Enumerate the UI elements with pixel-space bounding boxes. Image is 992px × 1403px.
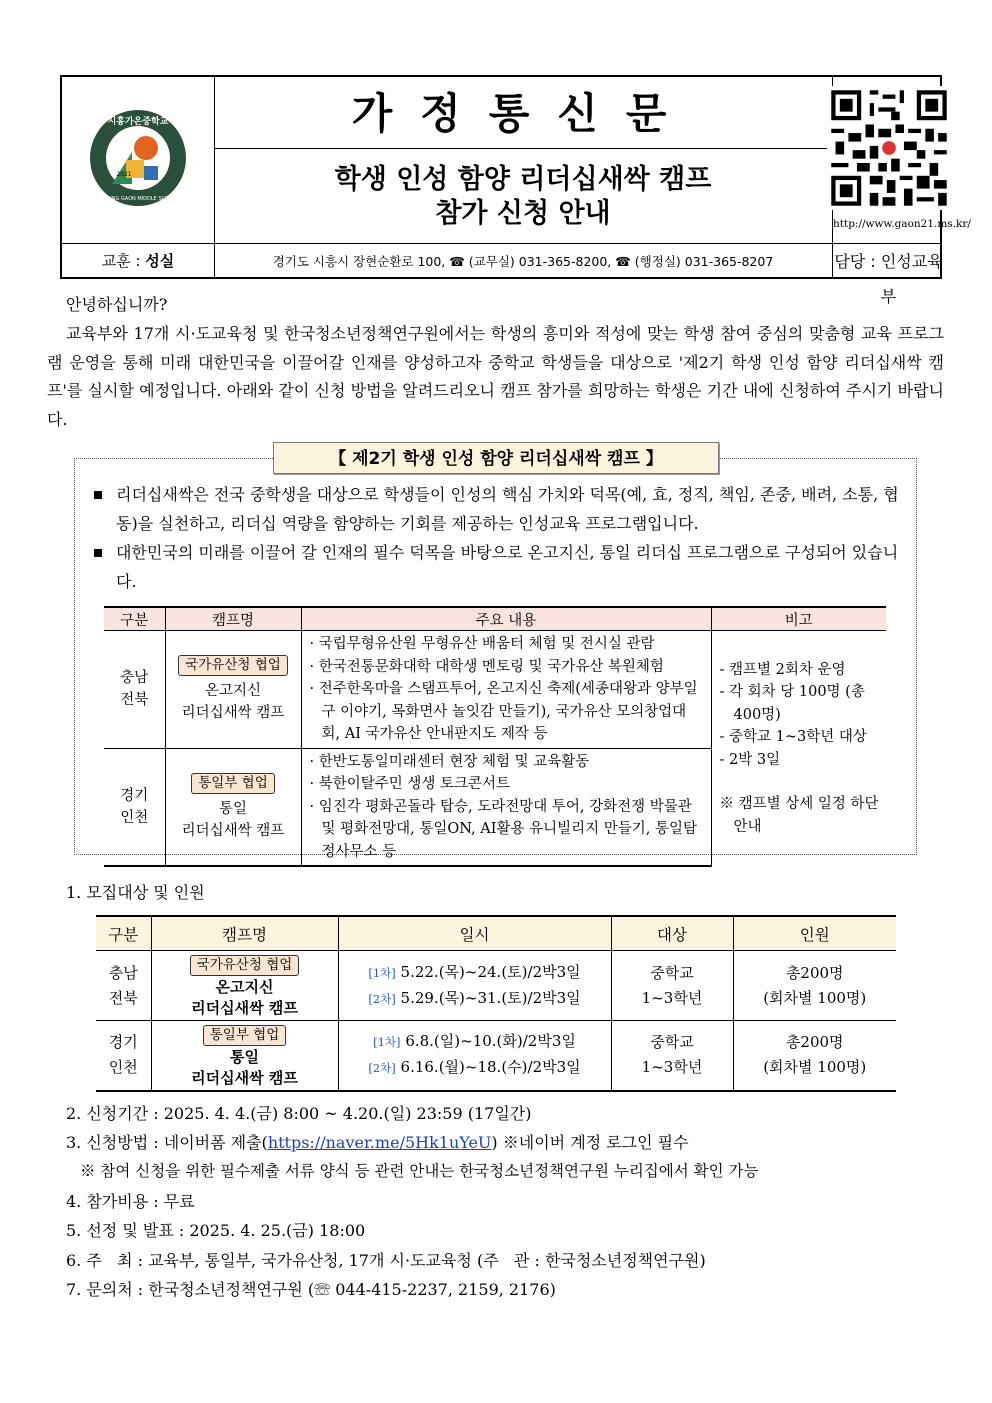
camp-table xyxy=(104,606,886,867)
session-label: [2차] xyxy=(368,991,396,1006)
school-address: 경기도 시흥시 장현순환로 100, ☎ (교무실) 031-365-8200, ☎ (행정실) 031-365-8207 xyxy=(272,254,774,269)
intro-paragraph: 교육부와 17개 시·도교육청 및 한국청소년정책연구원에서는 학생의 흥미와 적성에 맞는 학생 참여 중심의 맞춤형 교육 프로그램 운영을 통해 미래 대한민국을 이끌어갈 인재를 양성하고자 중학교 학생들을 대상으로 '제2기 학생 인성 함양 리더십새싹 캠프'를 실시할 예정입니다. 아래와 같이 신청 방법을 알려드리오니 캠프 참가를 희망하는 학생은 기간 내에 신청하여 주시기 바랍니다. xyxy=(47,324,944,429)
department: 담당 : 인성교육부 xyxy=(834,252,943,306)
camp-name-cell xyxy=(151,1021,338,1091)
list-item: · 임진각 평화곤돌라 탑승, 도라전망대 투어, 강화전쟁 박물관 및 평화전망대, 통일ON, AI활용 유니빌리지 만들기, 통일탐정사무소 등 xyxy=(309,798,697,860)
school-motto xyxy=(62,244,214,279)
partner-badge: 국가유산청 협업 xyxy=(178,655,288,676)
col-header: 주요 내용 xyxy=(301,607,711,631)
session-label: [1차] xyxy=(373,1035,401,1050)
session-date: 5.29.(목)~31.(토)/2박3일 xyxy=(400,988,581,1007)
method-suffix: ) ※네이버 계정 로그인 필수 xyxy=(491,1133,689,1152)
notes-cell xyxy=(711,631,886,867)
note-item: - 각 회차 당 100명 (총 400명) xyxy=(719,684,865,723)
note-item xyxy=(720,771,887,793)
dates-cell xyxy=(338,1021,611,1091)
bullet-text: 대한민국의 미래를 이끌어 갈 인재의 필수 덕목을 바탕으로 온고지신, 통일 리더십 프로그램으로 구성되어 있습니다. xyxy=(116,543,899,591)
page-subtitle xyxy=(214,149,832,242)
contents-cell xyxy=(301,748,711,866)
bullet-text: 리더십새싹은 전국 중학생을 대상으로 학생들이 인성의 핵심 가치와 덕목(예, 효, 정직, 책임, 존중, 배려, 소통, 협동)을 실천하고, 리더십 역량을 함양하는 기회를 제공하는 인성교육 프로그램입니다. xyxy=(116,485,899,533)
subtitle-line-1: 학생 인성 함양 리더십새싹 캠프 xyxy=(334,164,712,195)
note-item: - 캠프별 2회차 운영 xyxy=(719,661,846,678)
col-header: 일시 xyxy=(338,916,611,951)
partner-badge: 통일부 협업 xyxy=(191,773,275,794)
col-header: 캠프명 xyxy=(151,916,338,951)
camp-bullet-1 xyxy=(94,480,906,538)
motto-value: 성실 xyxy=(145,252,175,270)
table-row xyxy=(96,951,896,1021)
application-period: 2. 신청기간 : 2025. 4. 4.(금) 8:00 ~ 4.20.(일) 23:59 (17일간) xyxy=(66,1104,532,1123)
recruit-heading: 1. 모집대상 및 인원 xyxy=(66,883,205,902)
partner-badge: 국가유산청 협업 xyxy=(190,955,300,976)
session-label: [1차] xyxy=(368,965,396,980)
region-cell: 충남 전북 xyxy=(104,631,165,749)
logo-year: 2021 xyxy=(116,171,132,178)
count-cell: 총200명 (회차별 100명) xyxy=(733,1021,896,1091)
qr-cell xyxy=(833,77,971,242)
camp-box-title: 【 제2기 학생 인성 함양 리더십새싹 캠프 】 xyxy=(273,442,719,474)
col-header: 대상 xyxy=(611,916,733,951)
list-item: · 북한이탈주민 생생 토크콘서트 xyxy=(309,776,511,792)
col-header: 인원 xyxy=(733,916,896,951)
host-organizations: 6. 주 최 : 교육부, 통일부, 국가유산청, 17개 시·도교육청 (주 관 : 한국청소년정책연구원) xyxy=(66,1251,706,1270)
application-method xyxy=(66,1128,689,1157)
contents-cell xyxy=(301,631,711,749)
motto-label: 교훈 : xyxy=(101,252,146,270)
greeting: 안녕하십니까? xyxy=(66,295,168,314)
col-header: 구분 xyxy=(96,916,151,951)
table-header-row xyxy=(96,916,896,951)
camp-name: 통일 리더십새싹 캠프 xyxy=(181,800,285,839)
logo-text-en: SIHEUNG GAON MIDDLE SCHOOL xyxy=(96,196,180,202)
subtitle-line-2: 참가 신청 안내 xyxy=(435,198,611,229)
application-link[interactable]: https://naver.me/5Hk1uYeU xyxy=(267,1133,492,1152)
camp-name: 온고지신 리더십새싹 캠프 xyxy=(191,978,298,1017)
session-date: 6.8.(일)~10.(화)/2박3일 xyxy=(405,1032,576,1051)
application-note: ※ 참여 신청을 위한 필수제출 서류 양식 등 관련 안내는 한국청소년정책연구원 누리집에서 확인 가능 xyxy=(80,1162,759,1180)
col-header: 캠프명 xyxy=(165,607,301,631)
session-label: [2차] xyxy=(368,1061,396,1076)
table-row xyxy=(104,631,886,749)
camp-name-cell xyxy=(165,631,301,749)
col-header: 구분 xyxy=(104,607,165,631)
square-bullet-icon xyxy=(94,549,102,557)
note-item: ※ 캠프별 상세 일정 하단 안내 xyxy=(719,796,879,835)
school-url[interactable]: http://www.gaon21.ms.kr/ xyxy=(833,218,971,230)
partner-badge: 통일부 협업 xyxy=(203,1025,287,1046)
session-date: 6.16.(월)~18.(수)/2박3일 xyxy=(400,1058,581,1077)
target-cell: 중학교 1~3학년 xyxy=(611,951,733,1021)
col-header: 비고 xyxy=(711,607,886,631)
camp-name-cell xyxy=(151,951,338,1021)
announcement-date: 5. 선정 및 발표 : 2025. 4. 25.(금) 18:00 xyxy=(66,1221,366,1240)
list-item: · 한반도통일미래센터 현장 체험 및 교육활동 xyxy=(309,753,590,770)
recruit-table xyxy=(96,915,896,1092)
qr-code-icon[interactable] xyxy=(827,86,951,210)
dates-cell xyxy=(338,951,611,1021)
count-cell: 총200명 (회차별 100명) xyxy=(733,951,896,1021)
contact-info: 7. 문의처 : 한국청소년정책연구원 (☏ 044-415-2237, 2159, 2176) xyxy=(66,1280,556,1299)
note-item: - 2박 3일 xyxy=(719,751,781,768)
table-header-row xyxy=(104,607,886,631)
school-emblem-icon xyxy=(88,100,188,216)
camp-bullet-2 xyxy=(94,538,906,596)
region-cell: 충남 전북 xyxy=(96,951,151,1021)
list-item: · 국립무형유산원 무형유산 배움터 체험 및 전시실 관람 xyxy=(309,636,655,652)
school-logo xyxy=(62,77,214,242)
logo-text: 시흥가온중학교 xyxy=(107,117,169,127)
region-cell: 경기 인천 xyxy=(104,748,165,866)
camp-name: 통일 리더십새싹 캠프 xyxy=(191,1047,298,1087)
note-item: - 중학교 1~3학년 대상 xyxy=(719,729,867,746)
region-cell: 경기 인천 xyxy=(96,1021,151,1091)
session-date: 5.22.(목)~24.(토)/2박3일 xyxy=(400,962,581,981)
method-prefix: 3. 신청방법 : 네이버폼 제출( xyxy=(66,1133,268,1152)
table-row xyxy=(96,1021,896,1091)
list-item: · 전주한옥마을 스탬프투어, 온고지신 축제(세종대왕과 양부일구 이야기, 목화면사 놀잇감 만들기), 국가유산 모의창업대회, AI 국가유산 안내판지도 제작 등 xyxy=(309,681,698,742)
participation-cost: 4. 참가비용 : 무료 xyxy=(66,1192,195,1211)
camp-name-cell xyxy=(165,748,301,866)
square-bullet-icon xyxy=(94,491,102,499)
page-title: 가정통신문 xyxy=(351,89,695,138)
target-cell: 중학교 1~3학년 xyxy=(611,1021,733,1091)
list-item: · 한국전통문화대학 대학생 멘토링 및 국가유산 복원체험 xyxy=(309,658,664,675)
camp-name: 온고지신 리더십새싹 캠프 xyxy=(181,683,285,722)
